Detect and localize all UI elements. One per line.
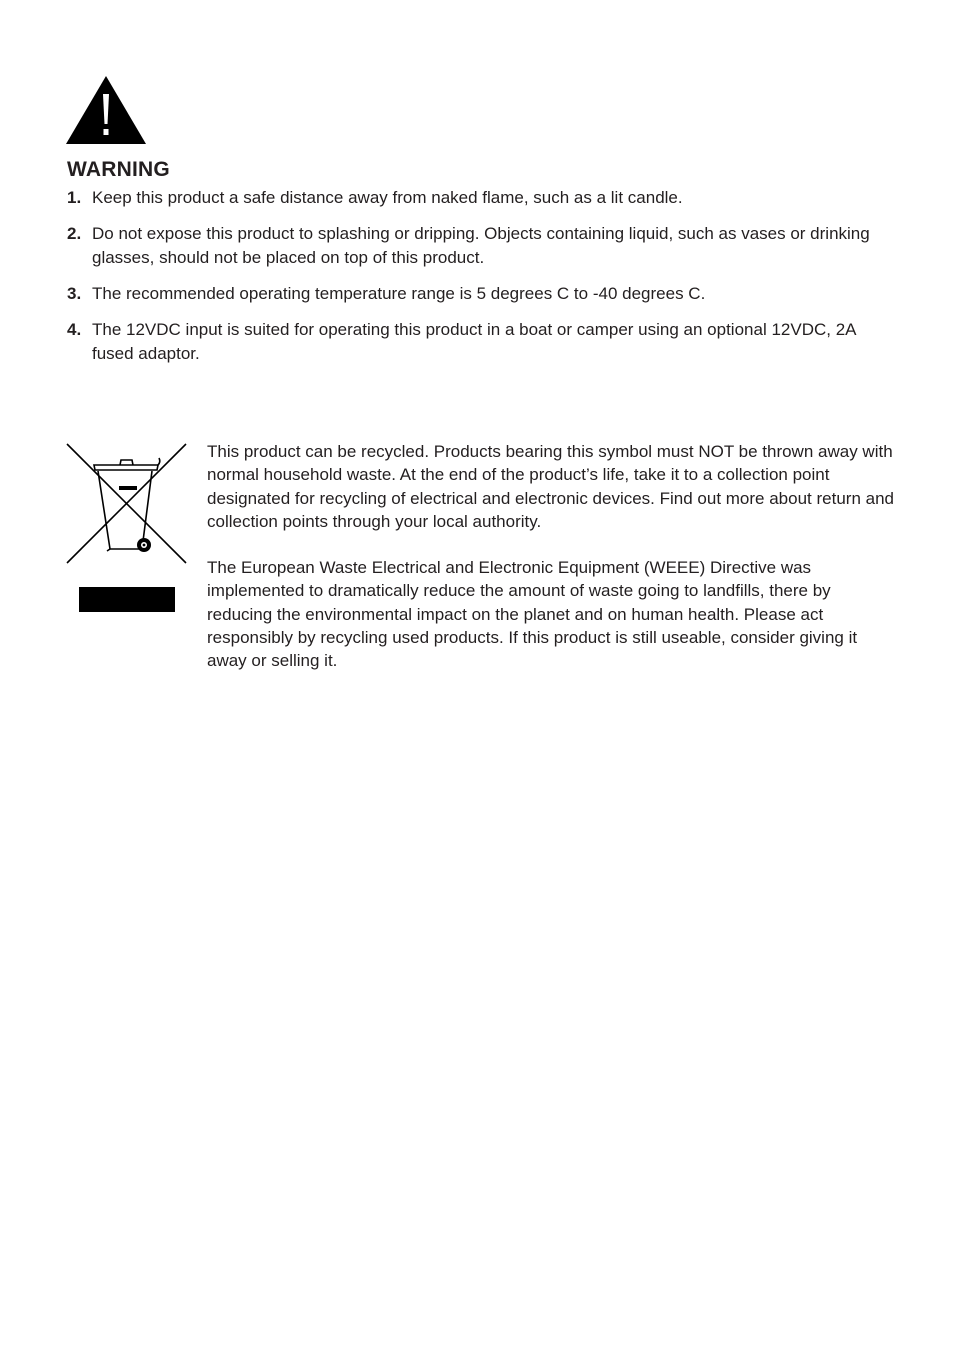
item-number: 1. [67, 188, 82, 207]
item-number: 3. [67, 284, 82, 303]
item-text: The 12VDC input is suited for operating this product in a boat or camper using an optional 12VDC, 2A fused adaptor. [92, 320, 856, 363]
item-text: The recommended operating temperature range is 5 degrees C to -40 degrees C. [92, 284, 706, 303]
weee-directive-paragraph: The European Waste Electrical and Electronic Equipment (WEEE) Directive was implemented to dramatically reduce the amount of waste going to landfills, there by reducing the environmental impact on the planet and on human health. Please act responsibly by recycling used products. If this product is still useable, consider giving it away or selling it. [207, 558, 858, 671]
recycling-paragraph: This product can be recycled. Products bearing this symbol must NOT be thrown away with normal household waste. At the end of the product’s life, take it to a collection point designated for recycling of electrical and electronic devices. Find out more about return and collection points through your local authority. [207, 442, 894, 531]
item-text: Keep this product a safe distance away from naked flame, such as a lit candle. [92, 188, 683, 207]
item-text: Do not expose this product to splashing or dripping. Objects containing liquid, such as vases or drinking glasses, should not be placed on top of this product. [92, 224, 870, 267]
recycling-info [207, 440, 897, 696]
warning-triangle-icon [66, 76, 148, 144]
warning-item [67, 222, 887, 270]
item-number: 2. [67, 224, 82, 243]
warning-list [67, 186, 887, 378]
warning-heading: WARNING [67, 158, 170, 181]
item-number: 4. [67, 320, 82, 339]
warning-item [67, 318, 887, 366]
warning-item [67, 186, 887, 210]
weee-crossed-bin-icon [66, 443, 188, 565]
weee-solid-bar [79, 587, 175, 612]
warning-item [67, 282, 887, 306]
